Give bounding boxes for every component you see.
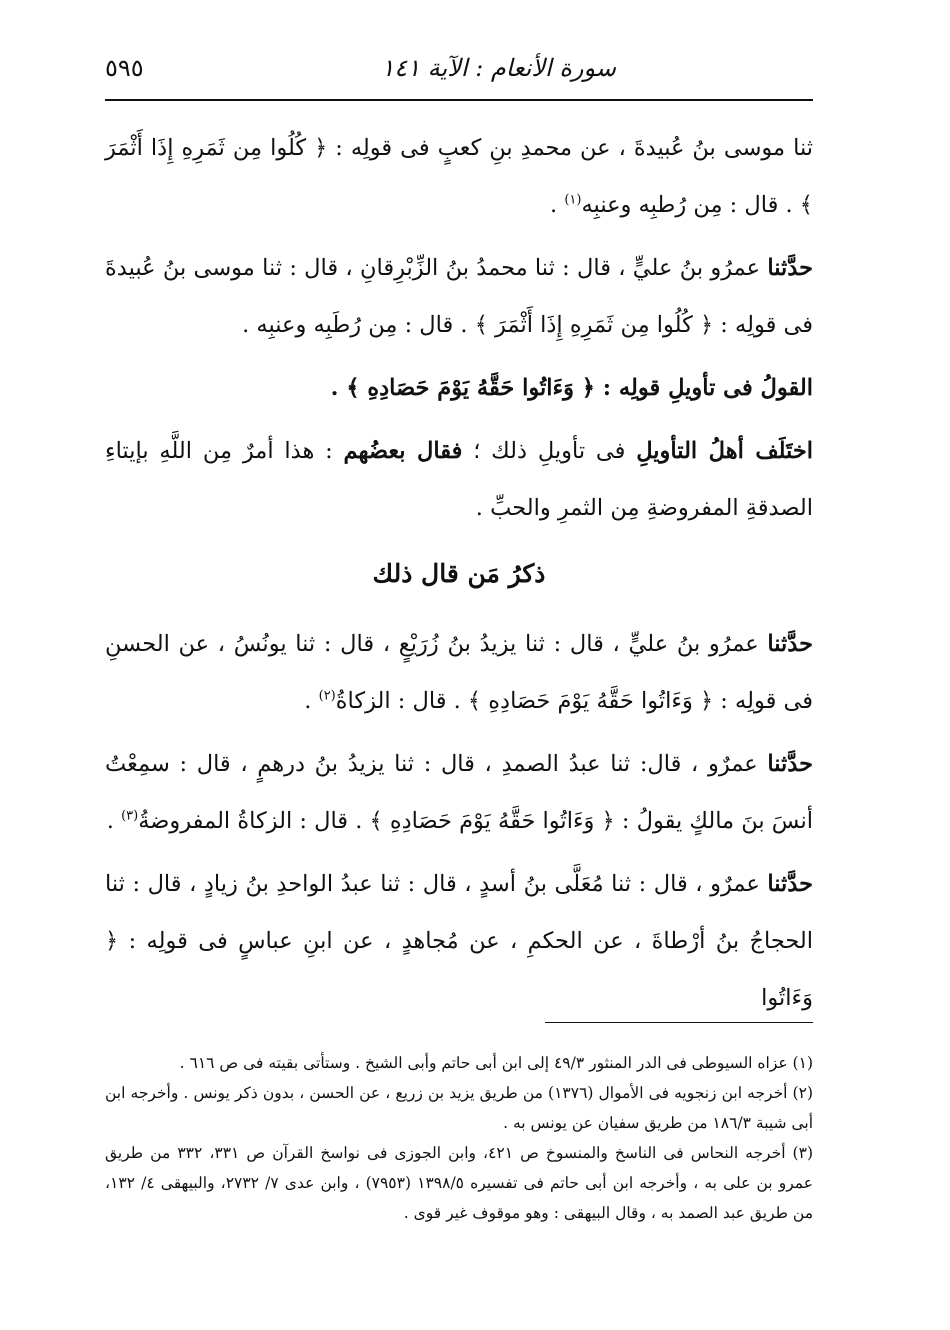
narration-lead: حدَّثنا bbox=[767, 631, 813, 657]
paragraph-1: ثنا موسى بنُ عُبيدةَ ، عن محمدِ بنِ كعبٍ فى قولِه : ﴿ كُلُوا مِن ثَمَرِهِ إِذَا أَثْمَرَ ﴾ . قال : مِن رُطبِه وعنبِه$^{(١)}$ . bbox=[105, 135, 813, 218]
footnote-ref-3[interactable]: (٣) bbox=[121, 808, 139, 824]
paragraph-2: حدَّثنا عمرُو بنُ عليٍّ ، قال : ثنا محمدُ بنُ الزِّبْرِقانِ ، قال : ثنا موسى بنُ عُبيدةَ فى قولِه : ﴿ كُلُوا مِن ثَمَرِهِ إِذَا أَثْمَرَ ﴾ . قال : مِن رُطَبِه وعنبِه . bbox=[105, 255, 813, 338]
paragraph-3: القولُ فى تأويلِ قولِه : ﴿ وَءَاتُوا حَقَّهُ يَوْمَ حَصَادِهِ ﴾ . bbox=[330, 375, 813, 401]
paragraph-6: حدَّثنا عمرٌو ، قال: ثنا عبدُ الصمدِ ، قال : ثنا يزيدُ بنُ درهمٍ ، قال : سمِعْتُ أنسَ بنَ مالكٍ يقولُ : ﴿ وَءَاتُوا حَقَّهُ يَوْمَ حَصَادِهِ ﴾ . قال : الزكاةُ المفروضةُ$^{(٣)}$ . bbox=[105, 751, 813, 834]
narration-lead: حدَّثنا bbox=[767, 255, 813, 281]
surah-verse-title: سورة الأنعام : الآية ١٤١ bbox=[381, 54, 616, 82]
footnote-2: (٢) أخرجه ابن زنجويه فى الأموال (١٣٧٦) من طريق يزيد بن زريع ، عن الحسن ، بدون ذكر يونس . وأخرجه ابن أبى شيبة ١٨٦/٣ من طريق سفيان عن يونس به . bbox=[105, 1084, 813, 1132]
running-header bbox=[105, 52, 811, 92]
footnote-rule bbox=[545, 1022, 813, 1023]
paragraph-5: حدَّثنا عمرُو بنُ عليٍّ ، قال : ثنا يزيدُ بنُ زُرَيْعٍ ، قال : ثنا يونُسُ ، عن الحسنِ فى قولِه : ﴿ وَءَاتُوا حَقَّهُ يَوْمَ حَصَادِهِ ﴾ . قال : الزكاةُ$^{(٢)}$ . bbox=[105, 631, 813, 714]
paragraph-7: حدَّثنا عمرٌو ، قال : ثنا مُعَلَّى بنُ أسدٍ ، قال : ثنا عبدُ الواحدِ بنُ زيادٍ ، قال : ثنا الحجاجُ بنُ أرْطاةَ ، عن الحكمِ ، عن مُجاهدٍ ، عن ابنِ عباسٍ فى قولِه : ﴿ وَءَاتُوا bbox=[105, 871, 813, 1011]
paragraph-4: اختَلَف أهلُ التأويلِ فى تأويلِ ذلك ؛ فقال بعضُهم : هذا أمرٌ مِن اللَّهِ بإيتاءِ الصدقةِ المفروضةِ مِن الثمرِ والحبِّ . bbox=[105, 438, 814, 521]
footnote-ref-2[interactable]: (٢) bbox=[318, 688, 336, 704]
footnote-1: (١) عزاه السيوطى فى الدر المنثور ٤٩/٣ إلى ابن أبى حاتم وأبى الشيخ . وستأتى بقيته فى ص ٦١٦ . bbox=[179, 1054, 813, 1072]
main-text bbox=[105, 120, 813, 1033]
section-lead: القولُ فى تأويلِ قولِه : bbox=[602, 375, 813, 401]
footnote-3: (٣) أخرجه النحاس فى الناسخ والمنسوخ ص ٤٢١، وابن الجوزى فى نواسخ القرآن ص ٣٣١، ٣٣٢ من طريق عمرو بن على به ، وأخرجه ابن أبى حاتم فى تفسيره ١٣٩٨/٥ (٧٩٥٣) ، وابن عدى ٧/ ٢٧٣٢، والبيهقى ٤/ ١٣٢، من طريق عبد الصمد به ، وقال البيهقى : وهو موقوف غير قوى . bbox=[105, 1144, 813, 1222]
page-number: ٥٩٥ bbox=[105, 54, 144, 82]
narration-lead: حدَّثنا bbox=[767, 871, 813, 897]
footnote-ref-1[interactable]: (١) bbox=[564, 192, 582, 208]
footnotes bbox=[105, 1048, 813, 1228]
section-heading: ذكرُ مَن قال ذلك bbox=[372, 559, 546, 588]
narration-lead: حدَّثنا bbox=[767, 751, 813, 777]
header-rule bbox=[105, 99, 813, 101]
